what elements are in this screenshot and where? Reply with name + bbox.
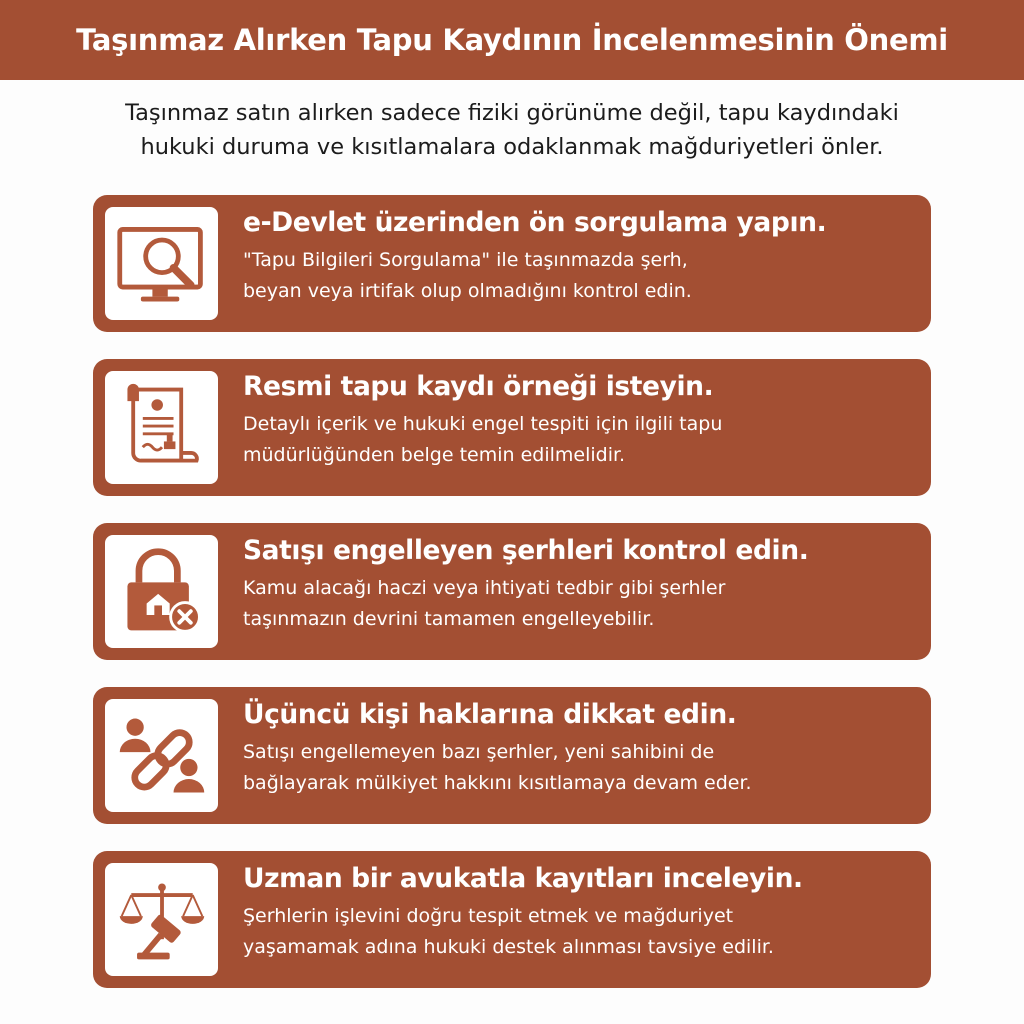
card-title: Uzman bir avukatla kayıtları inceleyin.: [243, 863, 803, 894]
card-description-line: yaşamamak adına hukuki destek alınması tavsiye edilir.: [243, 936, 774, 958]
card-edevlet-query: [93, 195, 931, 332]
scales-gavel-icon: [105, 863, 218, 976]
card-description-line: "Tapu Bilgileri Sorgulama" ile taşınmazda şerh,: [243, 249, 688, 271]
card-description: [243, 409, 925, 471]
intro-line: hukuki duruma ve kısıtlamalara odaklanmak mağduriyetleri önler.: [140, 134, 884, 160]
intro-line: Taşınmaz satın alırken sadece fiziki görünüme değil, tapu kaydındaki: [125, 100, 899, 126]
card-description-line: Satışı engellemeyen bazı şerhler, yeni sahibini de: [243, 741, 715, 763]
card-description-line: müdürlüğünden belge temin edilmelidir.: [243, 444, 626, 466]
monitor-search-icon: [105, 207, 218, 320]
card-description-line: Kamu alacağı haczi veya ihtiyati tedbir gibi şerhler: [243, 577, 726, 599]
card-description-line: Detaylı içerik ve hukuki engel tespiti için ilgili tapu: [243, 413, 723, 435]
header-banner: [0, 0, 1024, 80]
card-title: e-Devlet üzerinden ön sorgulama yapın.: [243, 207, 827, 238]
card-description: [243, 573, 925, 635]
card-description-line: taşınmazın devrini tamamen engelleyebilir.: [243, 608, 655, 630]
card-description-line: beyan veya irtifak olup olmadığını kontrol edin.: [243, 280, 692, 302]
card-description: [243, 901, 925, 963]
card-official-record: [93, 359, 931, 496]
card-title: Satışı engelleyen şerhleri kontrol edin.: [243, 535, 809, 566]
card-description-line: Şerhlerin işlevini doğru tespit etmek ve mağduriyet: [243, 905, 734, 927]
card-title: Üçüncü kişi haklarına dikkat edin.: [243, 699, 737, 730]
card-title: Resmi tapu kaydı örneği isteyin.: [243, 371, 714, 402]
card-lawyer-review: [93, 851, 931, 988]
card-description-line: bağlayarak mülkiyet hakkını kısıtlamaya devam eder.: [243, 772, 752, 794]
people-chain-icon: [105, 699, 218, 812]
card-description: [243, 245, 925, 307]
card-blocking-annotations: [93, 523, 931, 660]
padlock-house-x-icon: [105, 535, 218, 648]
card-third-party-rights: [93, 687, 931, 824]
intro-text: [20, 96, 1004, 164]
card-description: [243, 737, 925, 799]
document-scroll-icon: [105, 371, 218, 484]
page-title: Taşınmaz Alırken Tapu Kaydının İncelenmesinin Önemi: [76, 23, 948, 57]
